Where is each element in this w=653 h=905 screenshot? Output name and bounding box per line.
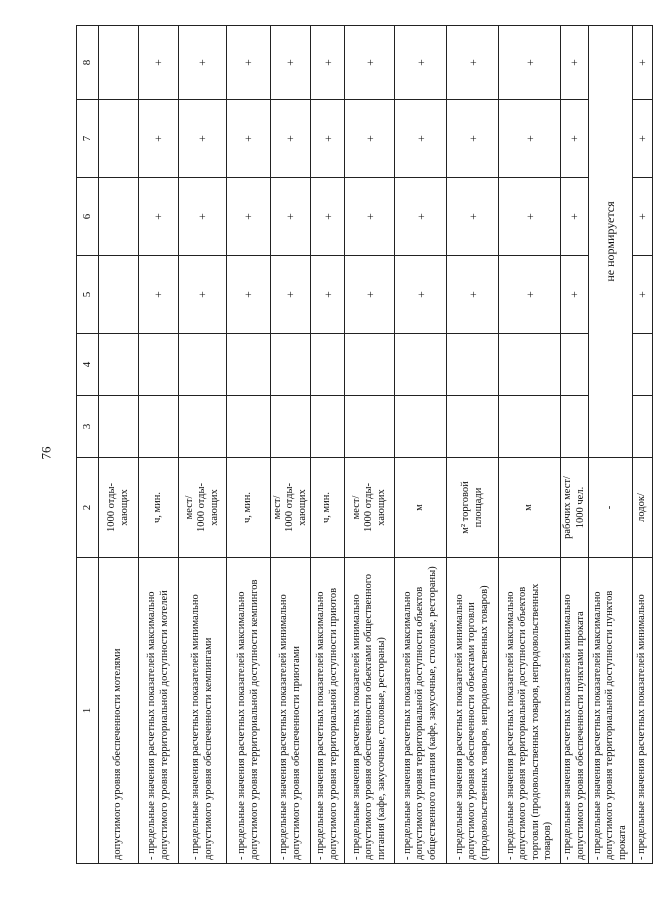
row-value-col-5: + — [139, 256, 179, 334]
column-number-row — [77, 26, 99, 864]
column-header: 4 — [77, 334, 99, 396]
row-unit: мест/ 1000 отды- хающих — [345, 458, 395, 558]
row-value-col-4 — [311, 334, 345, 396]
row-value-col-6: + — [632, 178, 652, 256]
column-header: 6 — [77, 178, 99, 256]
row-description: допустимого уровня обеспеченности мотелями — [99, 558, 139, 864]
row-unit: м² торговой площади — [447, 458, 499, 558]
row-unit: рабочих мест/ 1000 чел. — [561, 458, 589, 558]
row-value-col-5: + — [271, 256, 311, 334]
row-value-col-6 — [99, 178, 139, 256]
row-value-col-5: + — [179, 256, 227, 334]
row-value-col-4 — [395, 334, 447, 396]
row-value-col-4 — [179, 334, 227, 396]
row-value-col-7 — [99, 100, 139, 178]
row-value-col-3 — [311, 396, 345, 458]
column-header: 7 — [77, 100, 99, 178]
row-value-col-8: + — [447, 26, 499, 100]
row-description: - предельные значения расчетных показателей минимально допустимого уровня обеспеченности объектами общественного питания (кафе, закусочные, столовые, рестораны) — [345, 558, 395, 864]
row-value-col-6: + — [499, 178, 561, 256]
row-description: - предельные значения расчетных показателей максимально допустимого уровня территориальной доступности пунктов проката — [588, 558, 632, 864]
row-value-col-8: + — [395, 26, 447, 100]
row-value-col-7: + — [632, 100, 652, 178]
row-value-col-3 — [99, 396, 139, 458]
row-value-col-8: + — [311, 26, 345, 100]
row-value-col-4 — [139, 334, 179, 396]
rotated-table-container — [76, 26, 650, 864]
row-value-col-6: + — [271, 178, 311, 256]
row-value-col-3 — [345, 396, 395, 458]
row-description: - предельные значения расчетных показателей максимально допустимого уровня территориальной доступности объектов торговли (продовольственных товаров, непродовольственных товаров) — [499, 558, 561, 864]
requirements-table — [76, 25, 653, 864]
row-value-col-6: + — [227, 178, 271, 256]
row-unit: мест/ 1000 отды- хающих — [179, 458, 227, 558]
table-row — [345, 26, 395, 864]
row-unit: м — [499, 458, 561, 558]
table-row — [99, 26, 139, 864]
row-value-col-8: + — [632, 26, 652, 100]
row-description: - предельные значения расчетных показателей максимально допустимого уровня территориальной доступности объектов общественного питания (кафе, закусочные, столовые, рестораны) — [395, 558, 447, 864]
column-header: 1 — [77, 558, 99, 864]
row-value-col-5: + — [345, 256, 395, 334]
row-value-col-5: + — [561, 256, 589, 334]
table-row — [499, 26, 561, 864]
row-value-col-4 — [345, 334, 395, 396]
row-unit: ч, мин. — [227, 458, 271, 558]
row-value-col-8: + — [271, 26, 311, 100]
table-row — [139, 26, 179, 864]
row-value-col-6: + — [395, 178, 447, 256]
column-header: 5 — [77, 256, 99, 334]
table-row — [311, 26, 345, 864]
row-value-col-7: + — [179, 100, 227, 178]
row-value-col-4 — [227, 334, 271, 396]
row-description: - предельные значения расчетных показателей минимально — [632, 558, 652, 864]
row-value-col-5: + — [632, 256, 652, 334]
row-value-col-3 — [447, 396, 499, 458]
column-header: 8 — [77, 26, 99, 100]
row-description: - предельные значения расчетных показателей максимально допустимого уровня территориальной доступности кемпингов — [227, 558, 271, 864]
row-value-col-5: + — [447, 256, 499, 334]
row-value-col-6: + — [179, 178, 227, 256]
row-value-col-6: + — [139, 178, 179, 256]
row-value-col-8 — [99, 26, 139, 100]
row-value-col-7: + — [311, 100, 345, 178]
table-row — [271, 26, 311, 864]
row-value-col-4 — [499, 334, 561, 396]
row-value-col-3 — [561, 396, 589, 458]
row-value-col-3 — [395, 396, 447, 458]
row-value-col-3 — [139, 396, 179, 458]
row-value-col-8: + — [227, 26, 271, 100]
row-value-col-4 — [561, 334, 589, 396]
table-row — [561, 26, 589, 864]
row-value-col-7: + — [271, 100, 311, 178]
table-row — [632, 26, 652, 864]
row-value-col-7: + — [345, 100, 395, 178]
row-value-col-4 — [99, 334, 139, 396]
row-value-col-3 — [227, 396, 271, 458]
row-unit: мест/ 1000 отды- хающих — [271, 458, 311, 558]
row-description: - предельные значения расчетных показателей минимально допустимого уровня обеспеченности объектами торговли (продовольственных товаров, непродовольственных товаров) — [447, 558, 499, 864]
row-value-col-3 — [179, 396, 227, 458]
row-unit: ч, мин. — [311, 458, 345, 558]
row-value-col-7: + — [227, 100, 271, 178]
table-row — [179, 26, 227, 864]
row-description: - предельные значения расчетных показателей минимально допустимого уровня обеспеченности приютами — [271, 558, 311, 864]
row-value-col-7: + — [499, 100, 561, 178]
row-value-col-7: + — [447, 100, 499, 178]
row-description: - предельные значения расчетных показателей максимально допустимого уровня территориальной доступности приютов — [311, 558, 345, 864]
row-description: - предельные значения расчетных показателей минимально допустимого уровня обеспеченности пунктами проката — [561, 558, 589, 864]
row-value-col-6: + — [447, 178, 499, 256]
row-value-col-3 — [499, 396, 561, 458]
row-value-col-5: + — [311, 256, 345, 334]
column-header: 2 — [77, 458, 99, 558]
row-value-col-7: + — [561, 100, 589, 178]
row-value-col-7: + — [139, 100, 179, 178]
row-value-col-5: + — [499, 256, 561, 334]
row-value-col-6: + — [345, 178, 395, 256]
row-value-col-8: + — [179, 26, 227, 100]
row-description: - предельные значения расчетных показателей минимально допустимого уровня обеспеченности кемпингами — [179, 558, 227, 864]
row-value-col-8: + — [345, 26, 395, 100]
not-regulated-note: не нормируется — [588, 26, 632, 458]
row-description: - предельные значения расчетных показателей максимально допустимого уровня территориальной доступности мотелей — [139, 558, 179, 864]
row-value-col-7: + — [395, 100, 447, 178]
row-value-col-3 — [271, 396, 311, 458]
row-value-col-8: + — [561, 26, 589, 100]
row-value-col-4 — [632, 334, 652, 396]
table-row — [447, 26, 499, 864]
row-value-col-6: + — [311, 178, 345, 256]
row-value-col-3 — [632, 396, 652, 458]
table-row — [227, 26, 271, 864]
table-row — [588, 26, 632, 864]
row-value-col-4 — [271, 334, 311, 396]
row-value-col-5 — [99, 256, 139, 334]
row-value-col-5: + — [395, 256, 447, 334]
row-unit: ч, мин. — [139, 458, 179, 558]
row-value-col-8: + — [139, 26, 179, 100]
column-header: 3 — [77, 396, 99, 458]
row-value-col-6: + — [561, 178, 589, 256]
row-unit: лодок/ — [632, 458, 652, 558]
page-number: 76 — [38, 446, 54, 460]
row-value-col-5: + — [227, 256, 271, 334]
table-row — [395, 26, 447, 864]
row-unit: 1000 отды- хающих — [99, 458, 139, 558]
row-value-col-4 — [447, 334, 499, 396]
row-unit: - — [588, 458, 632, 558]
row-unit: м — [395, 458, 447, 558]
row-value-col-8: + — [499, 26, 561, 100]
